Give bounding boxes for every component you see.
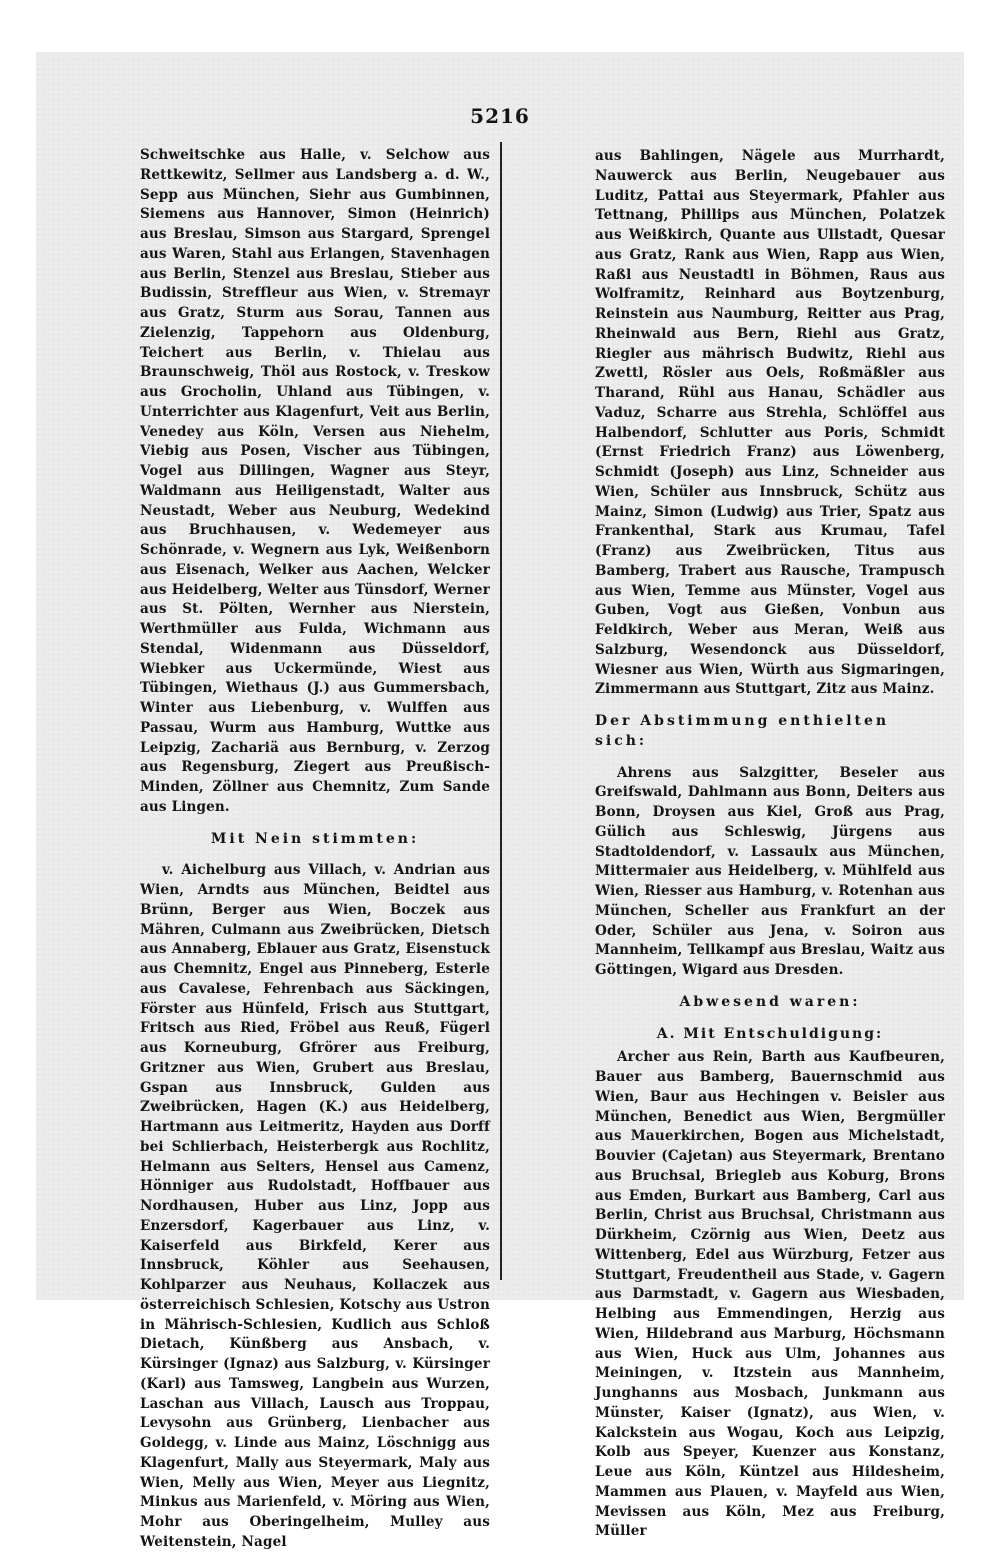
nein-vote-list-continuation: aus Bahlingen, Nägele aus Murrhardt, Nauwerck aus Berlin, Neugebauer aus Luditz, Pattai aus Steyermark, Pfahler aus Tettnang, Phillips aus München, Polatzek aus Weißkirch, Quante aus Ullstadt, Quesar aus Gratz, Rank aus Wien, Rapp aus Wien, Raßl aus Neustadtl in Böhmen, Raus aus Wolframitz, Reinhard aus Boytzenburg, Reinstein aus Naumburg, Reitter aus Prag, Rheinwald aus Bern, Riehl aus Gratz, Riegler aus mährisch Budwitz, Riehl aus Zwettl, Rösler aus Oels, Roßmäßler aus Tharand, Rühl aus Hanau, Schädler aus Vaduz, Scharre aus Strehla, Schlöffel aus Halbendorf, Schlutter aus Poris, Schmidt (Ernst Friedrich Franz) aus Löwenberg, Schmidt (Joseph) aus Linz, Schneider aus Wien, Schüler aus Innsbruck, Schütz aus Mainz, Simon (Ludwig) aus Trier, Spatz aus Frankenthal, Stark aus Krumau, Tafel (Franz) aus Zweibrücken, Titus aus Bamberg, Trabert aus Rausche, Trampusch aus Wien, Temme aus Münster, Vogel aus Guben, Vogt aus Gießen, Vonbun aus Feldkirch, Weber aus Meran, Weiß aus Salzburg, Wesendonck aus Düsseldorf, Wiesner aus Wien, Würth aus Sigmaringen, Zimmermann aus Stuttgart, Zitz aus Mainz. [595, 148, 945, 698]
yes-vote-list-continuation: Schweitschke aus Halle, v. Selchow aus Rettkewitz, Sellmer aus Landsberg a. d. W., Sepp aus München, Siehr aus Gumbinnen, Siemens aus Hannover, Simon (Heinrich) aus Breslau, Simson aus Stargard, Sprengel aus Waren, Stahl aus Erlangen, Stavenhagen aus Berlin, Stenzel aus Breslau, Stieber aus Budissin, Streffleur aus Wien, v. Stremayr aus Gratz, Sturm aus Sorau, Tannen aus Zielenzig, Tappehorn aus Oldenburg, Teichert aus Berlin, v. Thielau aus Braunschweig, Thöl aus Rostock, v. Treskow aus Grocholin, Uhland aus Tübingen, v. Unterrichter aus Klagenfurt, Veit aus Berlin, Venedey aus Köln, Versen aus Niehelm, Viebig aus Posen, Vischer aus Tübingen, Vogel aus Dillingen, Wagner aus Steyr, Waldmann aus Heiligenstadt, Walter aus Neustadt, Weber aus Neuburg, Wedekind aus Bruchhausen, v. Wedemeyer aus Schönrade, v. Wegnern aus Lyk, Weißenborn aus Eisenach, Welker aus Aachen, Welcker aus Heidelberg, Welter aus Tünsdorf, Werner aus St. Pölten, Wernher aus Nierstein, Werthmüller aus Fulda, Wichmann aus Stendal, Widenmann aus Düsseldorf, Wiebker aus Uckermünde, Wiest aus Tübingen, Wiethaus (J.) aus Gummersbach, Winter aus Liebenburg, v. Wulffen aus Passau, Wurm aus Hamburg, Wuttke aus Leipzig, Zachariä aus Bernburg, v. Zerzog aus Regensburg, Ziegert aus Preußisch-Minden, Zöllner aus Chemnitz, Zum Sande aus Lingen. [140, 147, 490, 815]
nein-vote-list: v. Aichelburg aus Villach, v. Andrian aus Wien, Arndts aus München, Beidtel aus Brünn, Berger aus Wien, Boczek aus Mähren, Culmann aus Zweibrücken, Dietsch aus Annaberg, Eblauer aus Gratz, Eisenstuck aus Chemnitz, Engel aus Pinneberg, Esterle aus Cavalese, Fehrenbach aus Säckingen, Förster aus Hünfeld, Frisch aus Stuttgart, Fritsch aus Ried, Fröbel aus Reuß, Fügerl aus Korneuburg, Gfrörer aus Freiburg, Gritzner aus Wien, Grubert aus Breslau, Gspan aus Innsbruck, Gulden aus Zweibrücken, Hagen (K.) aus Heidelberg, Hartmann aus Leitmeritz, Hayden aus Dorff bei Schlierbach, Heisterbergk aus Rochlitz, Helmann aus Selters, Hensel aus Camenz, Hönniger aus Rudolstadt, Hoffbauer aus Nordhausen, Huber aus Linz, Jopp aus Enzersdorf, Kagerbauer aus Linz, v. Kaiserfeld aus Birkfeld, Kerer aus Innsbruck, Köhler aus Seehausen, Kohlparzer aus Neuhaus, Kollaczek aus österreichisch Schlesien, Kotschy aus Ustron in Mährisch-Schlesien, Kudlich aus Schloß Dietach, Künßberg aus Ansbach, v. Kürsinger (Ignaz) aus Salzburg, v. Kürsinger (Karl) aus Tamsweg, Langbein aus Wurzen, Laschan aus Villach, Lausch aus Troppau, Levysohn aus Grünberg, Lienbacher aus Goldegg, v. Linde aus Mainz, Löschnigg aus Klagenfurt, Mally aus Steyermark, Maly aus Wien, Melly aus Wien, Meyer aus Liegnitz, Minkus aus Marienfeld, v. Möring aus Wien, Mohr aus Oberingelheim, Mulley aus Weitenstein, Nagel [140, 862, 490, 1550]
subheading-excused: A. Mit Entschuldigung: [656, 1025, 884, 1042]
abstained-list: Ahrens aus Salzgitter, Beseler aus Greifswald, Dahlmann aus Bonn, Deiters aus Bonn, Droysen aus Kiel, Groß aus Prag, Gülich aus Schleswig, Jürgens aus Stadtoldendorf, v. Lassaulx aus München, Mittermaier aus Heidelberg, v. Mühlfeld aus Wien, Riesser aus Hamburg, v. Rotenhan aus München, Scheller aus Frankfurt an der Oder, Schüler aus Jena, v. Soiron aus Mannheim, Tellkampf aus Breslau, Waitz aus Göttingen, Wigard aus Dresden. [595, 764, 945, 978]
heading-enthalten: Der Abstimmung enthielten sich: [595, 713, 890, 749]
right-column [595, 147, 945, 1542]
page-number: 5216 [470, 104, 530, 128]
heading-nein: Mit Nein stimmten: [210, 830, 420, 847]
absent-excused-list: Archer aus Rein, Barth aus Kaufbeuren, Bauer aus Bamberg, Bauernschmid aus Wien, Baur aus Hechingen v. Beisler aus München, Benedict aus Wien, Bergmüller aus Mauerkirchen, Bogen aus Michelstadt, Bouvier (Cajetan) aus Steyermark, Brentano aus Bruchsal, Briegleb aus Koburg, Brons aus Emden, Burkart aus Bamberg, Carl aus Berlin, Christ aus Bruchsal, Christmann aus Dürkheim, Czörnig aus Wien, Deetz aus Wittenberg, Edel aus Würzburg, Fetzer aus Stuttgart, Freudentheil aus Stade, v. Gagern aus Darmstadt, v. Gagern aus Wiesbaden, Helbing aus Emmendingen, Herzig aus Wien, Hildebrand aus Marburg, Höchsmann aus Wien, Huck aus Ulm, Johannes aus Meiningen, v. Itzstein aus Mannheim, Junghanns aus Mosbach, Junkmann aus Münster, Kaiser (Ignatz), aus Wien, v. Kalckstein aus Wogau, Koch aus Leipzig, Kolb aus Speyer, Kuenzer aus Konstanz, Leue aus Köln, Küntzel aus Hildesheim, Mammen aus Plauen, v. Mayfeld aus Wien, Mevissen aus Köln, Mez aus Freiburg, Müller [595, 1049, 945, 1540]
heading-abwesend: Abwesend waren: [679, 993, 861, 1010]
left-column [140, 146, 490, 1553]
column-divider [500, 142, 502, 1280]
